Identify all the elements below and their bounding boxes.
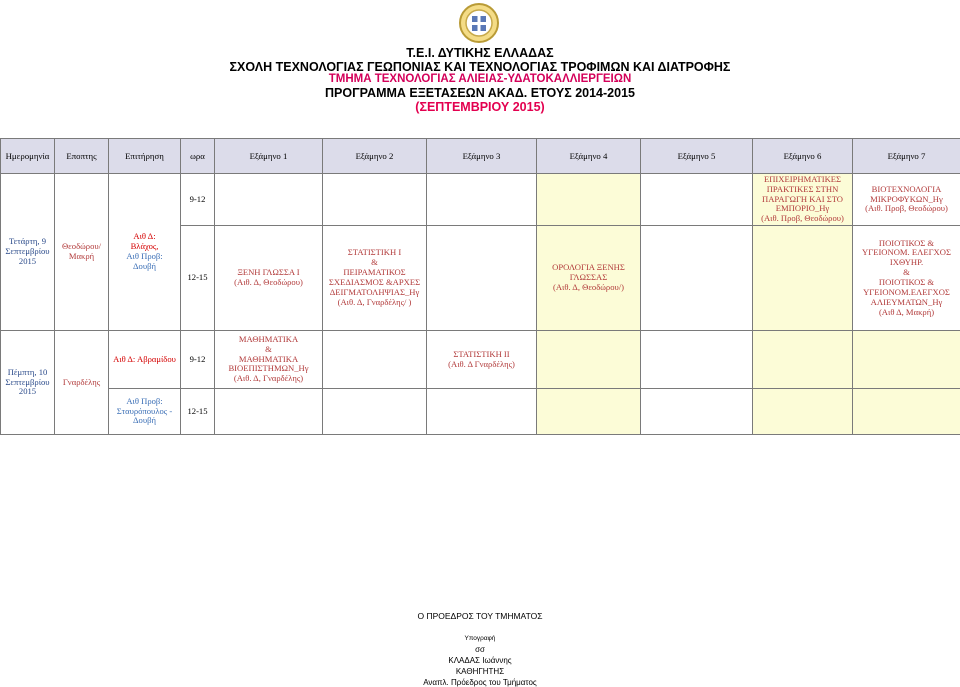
time-cell: 12-15 [181,389,215,435]
exam-cell [215,174,323,226]
invigilation-room-d: Αιθ Δ: Βλάχος, [111,232,178,252]
department-name: ΤΜΗΜΑ ΤΕΧΝΟΛΟΓΙΑΣ ΑΛΙΕΙΑΣ-ΥΔΑΤΟΚΑΛΛΙΕΡΓΕΙΩΝ [0,74,960,86]
course-title: ΣΤΑΤΙΣΤΙΚΗ Ι [325,248,424,258]
exam-period: (ΣΕΠΤΕΜΒΡΙΟΥ 2015) [0,101,960,114]
table-row [1,174,960,226]
table-row [1,331,960,389]
exam-cell [427,226,537,331]
course-title: ΠΕΙΡΑΜΑΤΙΚΟΣ ΣΧΕΔΙΑΣΜΟΣ &ΑΡΧΕΣ ΔΕΙΓΜΑΤΟΛΗΨΙΑΣ_Ηγ [325,268,424,298]
exam-cell [427,174,537,226]
course-title: ΞΕΝΗ ΓΛΩΣΣΑ Ι [217,268,320,278]
course-room: (Αιθ. Δ, Γναρδέλης/ ) [325,298,424,308]
exam-cell [323,389,427,435]
course-room: (Αιθ Δ, Μακρή) [855,308,958,318]
signature-mark: σσ [0,646,960,654]
table-row [1,389,960,435]
exam-cell [215,331,323,389]
date-cell: Πέμπτη, 10 Σεπτεμβρίου 2015 [1,331,55,435]
exam-cell [641,331,753,389]
exam-cell [323,226,427,331]
course-title: ΠΟΙΟΤΙΚΟΣ & ΥΓΕΙΟΝΟΜ.ΕΛΕΓΧΟΣ ΑΛΙΕΥΜΑΤΩΝ_Ηγ [855,278,958,308]
column-header: Εξάμηνο 7 [853,139,960,174]
greek-emblem-icon [458,2,500,44]
exam-cell [753,174,853,226]
exam-cell [853,389,960,435]
column-header: Εξάμηνο 5 [641,139,753,174]
exam-cell [641,226,753,331]
course-room: (Αιθ. Προβ, Θεοδώρου) [855,204,958,214]
course-title: & [325,258,424,268]
exam-cell [323,174,427,226]
invigilation-room-prov: Αιθ Προβ: Δουβή [111,252,178,272]
column-header: Εξάμηνο 6 [753,139,853,174]
exam-cell [853,174,960,226]
exam-cell [641,174,753,226]
column-header: Εξάμηνο 2 [323,139,427,174]
signatory-role: Αναπλ. Πρόεδρος του Τμήματος [0,679,960,687]
exam-cell [427,331,537,389]
exam-cell [537,174,641,226]
column-header: Εξάμηνο 3 [427,139,537,174]
course-room: (Αιθ. Δ, Γναρδέλης) [217,374,320,384]
exam-cell [753,389,853,435]
course-title: ΟΡΟΛΟΓΙΑ ΞΕΝΗΣ ΓΛΩΣΣΑΣ [539,263,638,283]
course-title: ΜΑΘΗΜΑΤΙΚΑ [217,335,320,345]
course-title: & [217,345,320,355]
time-cell: 12-15 [181,226,215,331]
exam-cell [753,226,853,331]
institution-name: Τ.Ε.Ι. ΔΥΤΙΚΗΣ ΕΛΛΑΔΑΣ [0,47,960,60]
program-title: ΠΡΟΓΡΑΜΜΑ ΕΞΕΤΑΣΕΩΝ ΑΚΑΔ. ΕΤΟΥΣ 2014-2015 [0,87,960,100]
school-name: ΣΧΟΛΗ ΤΕΧΝΟΛΟΓΙΑΣ ΓΕΩΠΟΝΙΑΣ ΚΑΙ ΤΕΧΝΟΛΟΓΙΑΣ ΤΡΟΦΙΜΩΝ ΚΑΙ ΔΙΑΤΡΟΦΗΣ [0,61,960,74]
signature-title: Ο ΠΡΟΕΔΡΟΣ ΤΟΥ ΤΜΗΜΑΤΟΣ [0,612,960,621]
course-title: ΒΙΟΤΕΧΝΟΛΟΓΙΑ ΜΙΚΡΟΦΥΚΩΝ_Ηγ [855,185,958,205]
exam-cell [853,226,960,331]
exam-cell [427,389,537,435]
signatory-name: ΚΛΑΔΑΣ Ιωάννης [0,657,960,665]
exam-cell [641,389,753,435]
course-title: ΜΑΘΗΜΑΤΙΚΑ ΒΙΟΕΠΙΣΤΗΜΩΝ_Ηγ [217,355,320,375]
exam-cell [323,331,427,389]
supervisor-cell: Θεοδώρου/Μακρή [55,174,109,331]
column-header: Εποπτης [55,139,109,174]
column-header: Ημερομηνία [1,139,55,174]
course-title: ΕΠΙΧΕΙΡΗΜΑΤΙΚΕΣ ΠΡΑΚΤΙΚΕΣ ΣΤΗΝ ΠΑΡΑΓΩΓΗ ΚΑΙ ΣΤΟ ΕΜΠΟΡΙΟ_Ηγ [755,175,850,215]
time-cell: 9-12 [181,331,215,389]
time-cell: 9-12 [181,174,215,226]
column-header: Εξάμηνο 1 [215,139,323,174]
invigilation-room-prov: Αιθ Προβ: Σταυρόπουλος - Δουβή [109,389,181,435]
supervisor-cell: Γναρδέλης [55,331,109,435]
invigilation-room-d: Αιθ Δ: Αβραμίδου [109,331,181,389]
course-title: & [855,268,958,278]
course-title: ΠΟΙΟΤΙΚΟΣ & ΥΓΕΙΟΝΟΜ. ΕΛΕΓΧΟΣ ΙΧΘΥΗΡ. [855,239,958,269]
course-room: (Αιθ. Δ, Θεοδώρου/) [539,283,638,293]
exam-cell [537,226,641,331]
signatory-rank: ΚΑΘΗΓΗΤΗΣ [0,668,960,676]
invigilation-cell [109,174,181,331]
course-room: (Αιθ. Προβ, Θεοδώρου) [755,214,850,224]
exam-cell [537,331,641,389]
exam-cell [753,331,853,389]
date-cell: Τετάρτη, 9 Σεπτεμβρίου 2015 [1,174,55,331]
course-room: (Αιθ. Δ Γναρδέλης) [429,360,534,370]
signature-label: Υπογραφή [0,636,960,643]
table-header-row [1,139,960,174]
exam-schedule-table [0,138,960,435]
course-room: (Αιθ. Δ, Θεοδώρου) [217,278,320,288]
exam-cell [215,226,323,331]
column-header: Επιτήρηση [109,139,181,174]
column-header: ωρα [181,139,215,174]
exam-cell [215,389,323,435]
column-header: Εξάμηνο 4 [537,139,641,174]
course-title: ΣΤΑΤΙΣΤΙΚΗ ΙΙ [429,350,534,360]
exam-cell [853,331,960,389]
exam-cell [537,389,641,435]
